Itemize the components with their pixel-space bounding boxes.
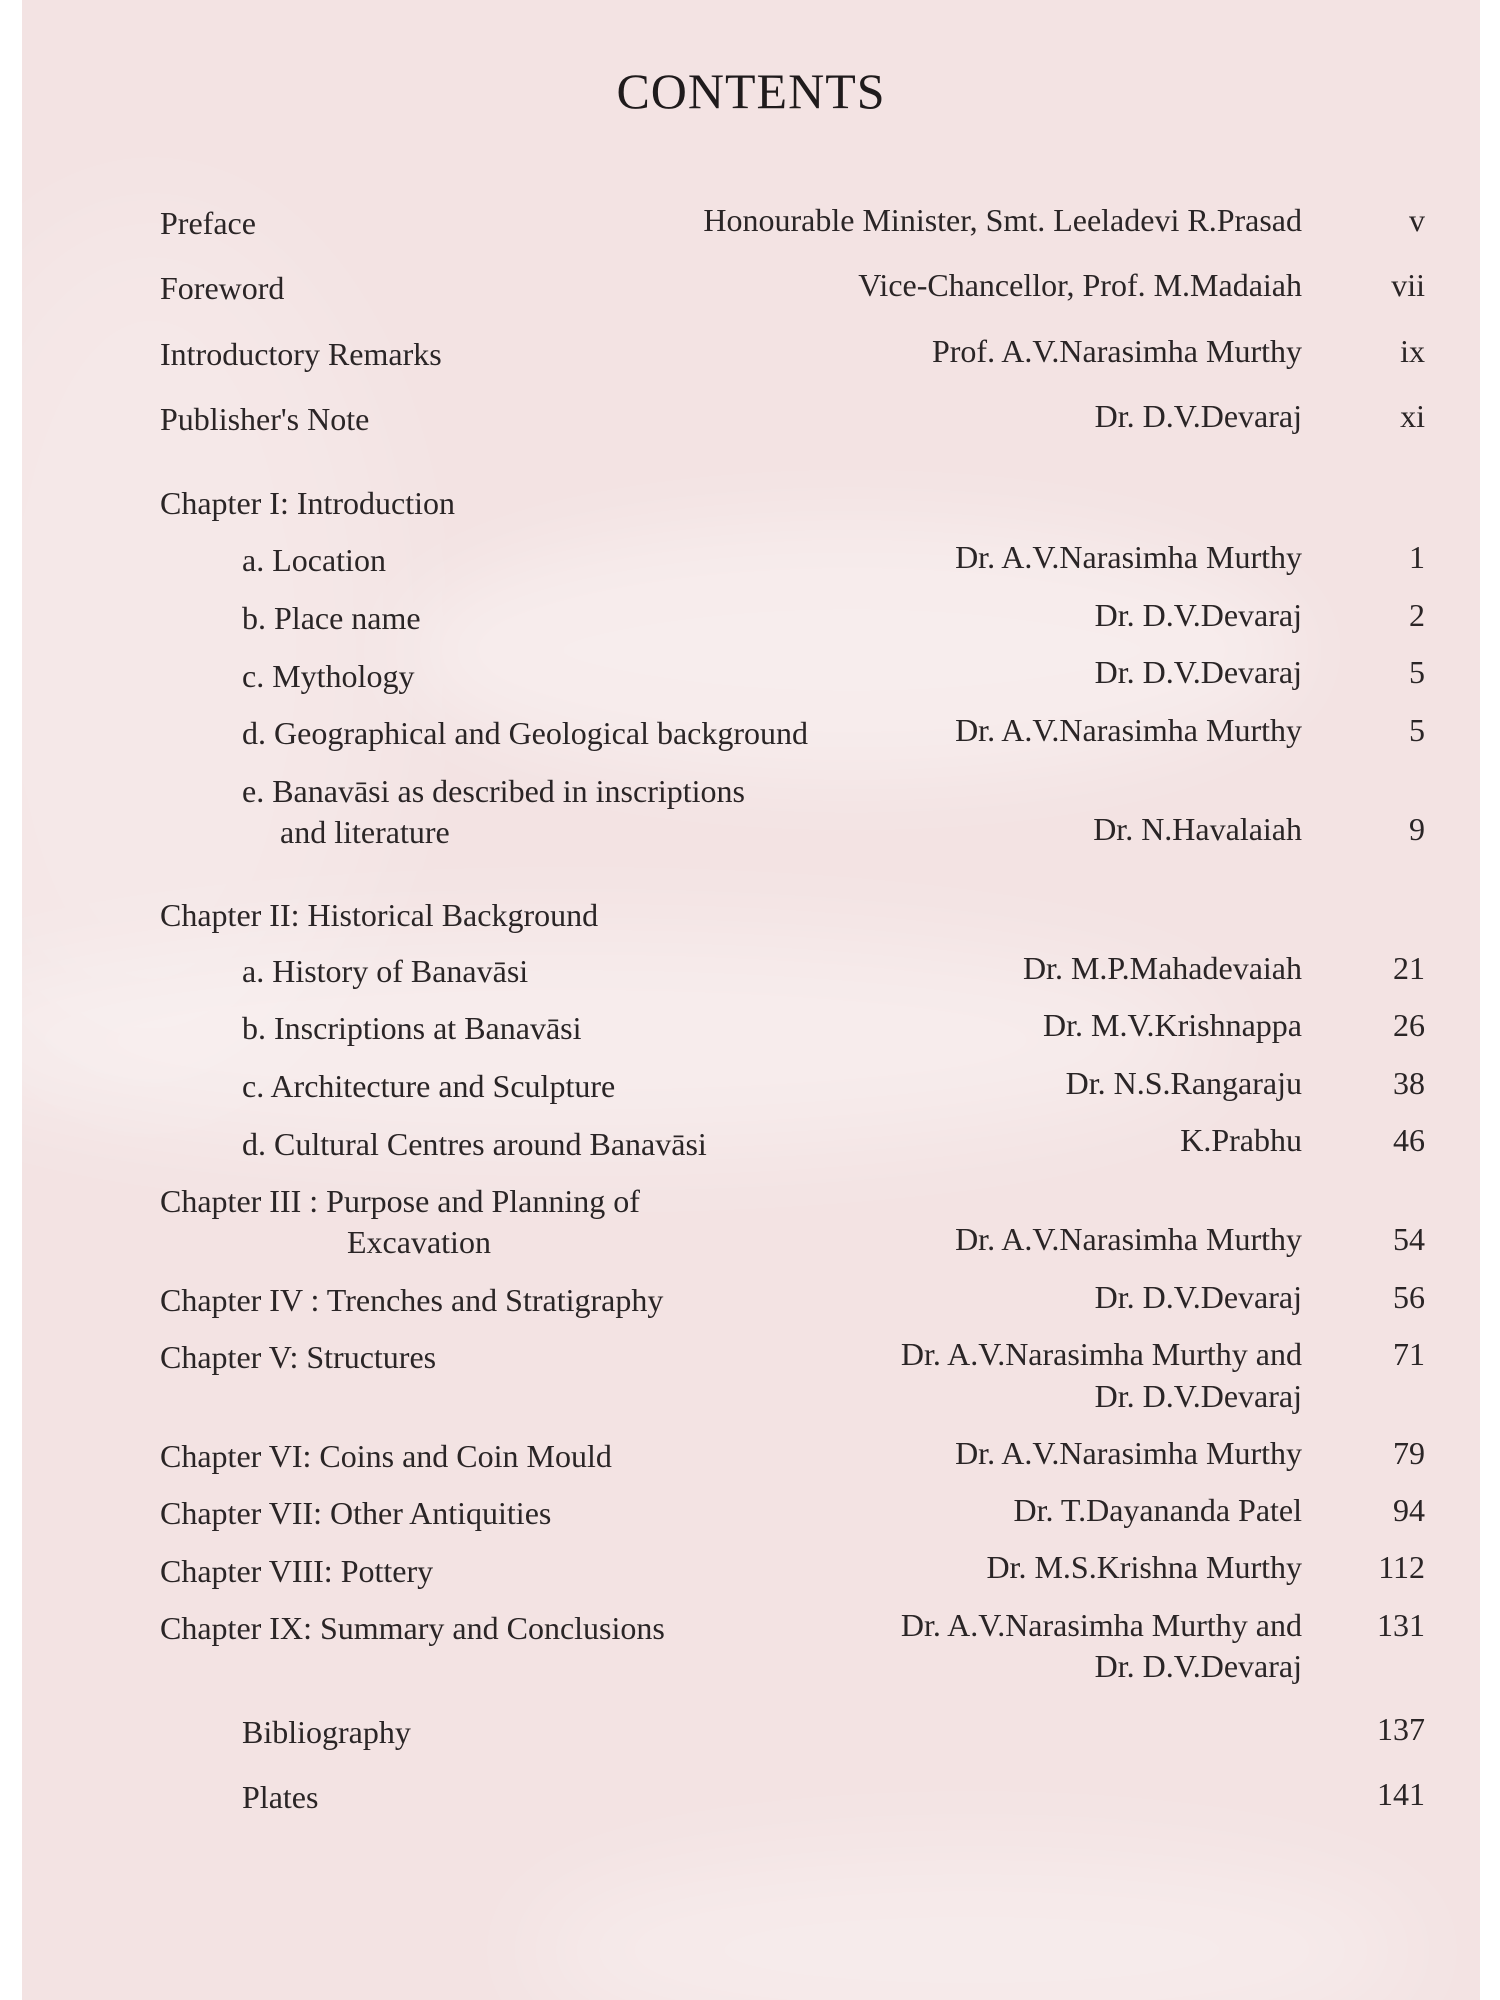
toc-chapter1-item-title-cont: and literature xyxy=(280,814,450,850)
toc-bibliography-page: 137 xyxy=(1377,1711,1425,1747)
toc-chapter2-item-author: Dr. M.V.Krishnappa xyxy=(1043,1007,1302,1043)
toc-introductory-remarks-author: Prof. A.V.Narasimha Murthy xyxy=(931,333,1302,369)
toc-chapter-title: Chapter IV : Trenches and Stratigraphy xyxy=(160,1282,664,1318)
toc-chapter1-item-author: Dr. D.V.Devaraj xyxy=(1094,597,1302,633)
toc-chapter1-heading: Chapter I: Introduction xyxy=(160,485,456,521)
toc-chapter1-item-page: 1 xyxy=(1409,539,1425,575)
toc-chapter2-item-page: 46 xyxy=(1393,1122,1425,1158)
toc-chapter1-item-page: 5 xyxy=(1409,712,1425,748)
toc-introductory-remarks-title: Introductory Remarks xyxy=(160,336,442,372)
toc-chapter-title: Chapter VI: Coins and Coin Mould xyxy=(160,1438,612,1474)
toc-chapter-title: Chapter V: Structures xyxy=(160,1339,437,1375)
contents-page xyxy=(22,0,1480,2000)
toc-chapter1-item-title: a. Location xyxy=(242,542,386,578)
toc-chapter-page: 56 xyxy=(1393,1279,1425,1315)
toc-preface-author: Honourable Minister, Smt. Leeladevi R.Prasad xyxy=(703,202,1302,238)
toc-chapter2-item-title: c. Architecture and Sculpture xyxy=(242,1068,616,1104)
toc-chapter-author: Dr. A.V.Narasimha Murthy and xyxy=(900,1336,1302,1372)
toc-chapter1-item-title: e. Banavāsi as described in inscriptions xyxy=(242,773,745,809)
toc-chapter-title: Chapter VII: Other Antiquities xyxy=(160,1495,552,1531)
toc-chapter-author-cont: Dr. D.V.Devaraj xyxy=(1094,1378,1302,1414)
toc-chapter-title: Chapter IX: Summary and Conclusions xyxy=(160,1610,665,1646)
toc-chapter-author: Dr. D.V.Devaraj xyxy=(1094,1279,1302,1315)
toc-chapter1-item-author: Dr. N.Havalaiah xyxy=(1093,811,1302,847)
toc-publishers-note-page: xi xyxy=(1400,398,1425,434)
toc-bibliography-title: Bibliography xyxy=(242,1714,411,1750)
toc-chapter-author: Dr. A.V.Narasimha Murthy xyxy=(955,1435,1302,1471)
toc-chapter2-item-page: 38 xyxy=(1393,1065,1425,1101)
toc-chapter2-item-title: d. Cultural Centres around Banavāsi xyxy=(242,1126,707,1162)
toc-chapter1-item-title: d. Geographical and Geological background xyxy=(242,715,809,751)
toc-foreword-title: Foreword xyxy=(160,270,285,306)
toc-chapter1-item-title: b. Place name xyxy=(242,600,421,636)
toc-chapter-page: 131 xyxy=(1377,1607,1425,1643)
toc-chapter-page: 71 xyxy=(1393,1336,1425,1372)
toc-chapter-author: Dr. A.V.Narasimha Murthy xyxy=(955,1221,1302,1257)
toc-chapter1-item-author: Dr. A.V.Narasimha Murthy xyxy=(955,712,1302,748)
toc-chapter-author: Dr. M.S.Krishna Murthy xyxy=(986,1549,1302,1585)
toc-publishers-note-author: Dr. D.V.Devaraj xyxy=(1094,398,1302,434)
toc-foreword-author: Vice-Chancellor, Prof. M.Madaiah xyxy=(858,267,1302,303)
toc-chapter2-item-author: Dr. N.S.Rangaraju xyxy=(1065,1065,1302,1101)
toc-preface-title: Preface xyxy=(160,205,256,241)
toc-chapter2-item-title: a. History of Banavāsi xyxy=(242,953,529,989)
toc-chapter2-item-title: b. Inscriptions at Banavāsi xyxy=(242,1010,582,1046)
toc-chapter1-item-page: 9 xyxy=(1409,811,1425,847)
toc-chapter1-item-author: Dr. A.V.Narasimha Murthy xyxy=(955,539,1302,575)
toc-chapter-title: Chapter VIII: Pottery xyxy=(160,1553,434,1589)
toc-chapter-page: 79 xyxy=(1393,1435,1425,1471)
toc-chapter-page: 112 xyxy=(1378,1549,1425,1585)
toc-preface-page: v xyxy=(1409,202,1425,238)
toc-foreword-page: vii xyxy=(1391,267,1425,303)
toc-chapter-author: Dr. A.V.Narasimha Murthy and xyxy=(900,1607,1302,1643)
toc-chapter2-item-author: K.Prabhu xyxy=(1180,1122,1302,1158)
toc-chapter1-item-title: c. Mythology xyxy=(242,658,415,694)
page-title: CONTENTS xyxy=(616,63,886,119)
toc-chapter1-item-page: 2 xyxy=(1409,597,1425,633)
toc-plates-page: 141 xyxy=(1377,1776,1425,1812)
toc-publishers-note-title: Publisher's Note xyxy=(160,401,370,437)
toc-chapter-author: Dr. T.Dayananda Patel xyxy=(1013,1492,1302,1528)
toc-chapter-page: 94 xyxy=(1393,1492,1425,1528)
toc-plates-title: Plates xyxy=(242,1779,319,1815)
toc-chapter2-heading: Chapter II: Historical Background xyxy=(160,897,599,933)
toc-chapter1-item-page: 5 xyxy=(1409,654,1425,690)
toc-chapter2-item-page: 21 xyxy=(1393,950,1425,986)
toc-chapter1-item-author: Dr. D.V.Devaraj xyxy=(1094,654,1302,690)
toc-chapter-title-cont: Excavation xyxy=(347,1224,491,1260)
toc-chapter2-item-author: Dr. M.P.Mahadevaiah xyxy=(1022,950,1302,986)
toc-chapter-title: Chapter III : Purpose and Planning of xyxy=(160,1183,640,1219)
toc-chapter-author-cont: Dr. D.V.Devaraj xyxy=(1094,1648,1302,1684)
toc-chapter-page: 54 xyxy=(1393,1221,1425,1257)
toc-chapter2-item-page: 26 xyxy=(1393,1007,1425,1043)
toc-introductory-remarks-page: ix xyxy=(1400,333,1425,369)
